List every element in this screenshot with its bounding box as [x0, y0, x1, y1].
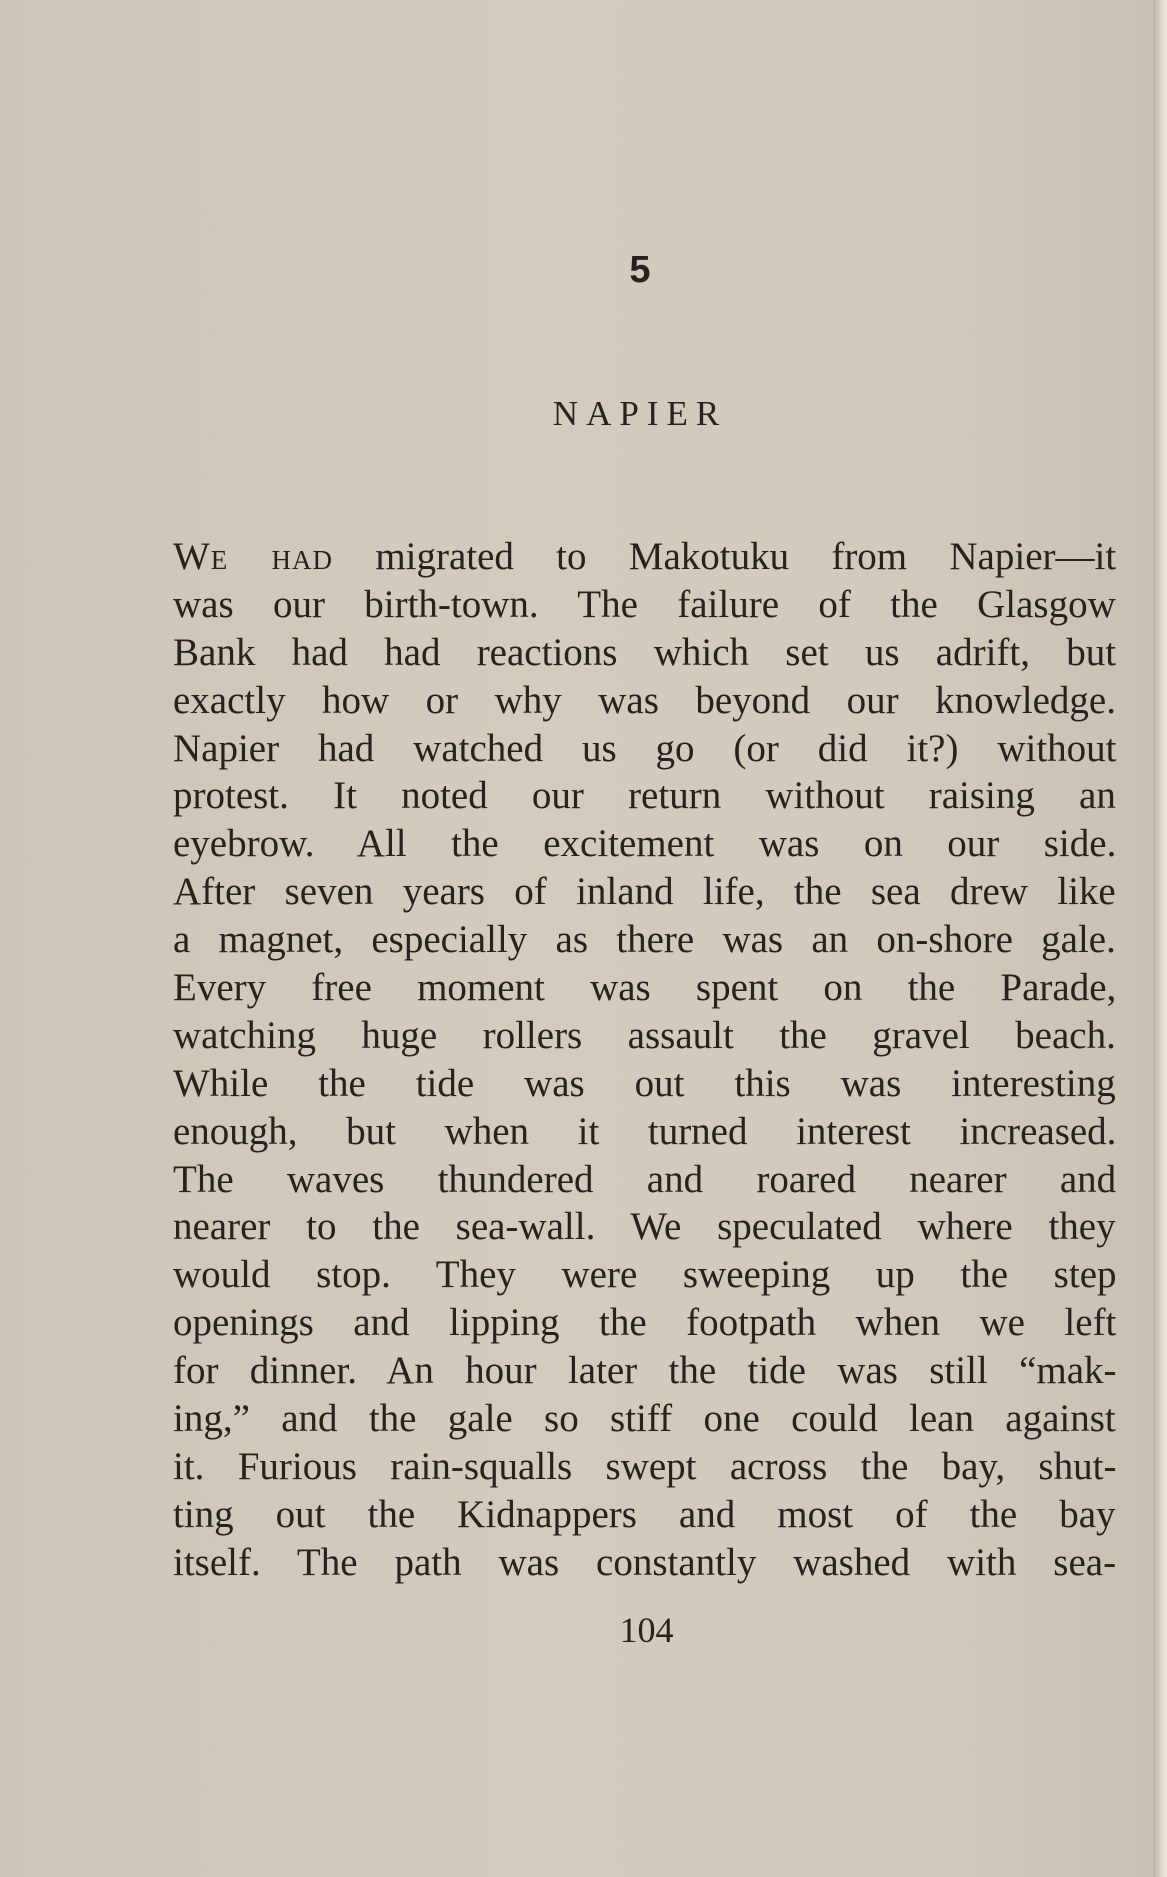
text-line: it. Furious rain-squalls swept across the bay, shut- [173, 1444, 1117, 1488]
chapter-number: 5 [629, 249, 651, 291]
text-line: After seven years of inland life, the sea drew like [173, 870, 1116, 914]
text-line: itself. The path was constantly washed with sea- [173, 1540, 1117, 1584]
text-line: ting out the Kidnappers and most of the bay [173, 1492, 1116, 1536]
text-line: The waves thundered and roared nearer and [173, 1157, 1117, 1201]
text-line [173, 533, 1116, 581]
text-line: Bank had had reactions which set us adrift, but [173, 630, 1117, 674]
text-line: was our birth-town. The failure of the Glasgow [173, 582, 1116, 626]
text-line: a magnet, especially as there was an on-shore gale. [173, 918, 1116, 962]
text-line: While the tide was out this was interesting [173, 1061, 1116, 1105]
text-line: openings and lipping the footpath when we left [173, 1301, 1117, 1345]
text-line: nearer to the sea-wall. We speculated where they [173, 1205, 1116, 1249]
text-line: Every free moment was spent on the Parade, [173, 966, 1117, 1010]
text-line: Napier had watched us go (or did it?) without [173, 726, 1117, 770]
page-number: 104 [619, 1610, 674, 1650]
text-line: protest. It noted our return without raising an [173, 774, 1116, 818]
text-line: watching huge rollers assault the gravel beach. [173, 1013, 1116, 1057]
text-line: enough, but when it turned interest increased. [173, 1109, 1117, 1153]
chapter-title: NAPIER [552, 394, 728, 433]
opening-smallcaps: We had [173, 535, 334, 578]
text-line-content: migrated to Makotuku from Napier—it [333, 535, 1117, 578]
text-line: ing,” and the gale so stiff one could lean against [173, 1397, 1116, 1441]
text-line: exactly how or why was beyond our knowledge. [173, 678, 1116, 722]
body-paragraph [173, 533, 1116, 1587]
text-line: eyebrow. All the excitement was on our side. [173, 822, 1117, 866]
text-line: for dinner. An hour later the tide was still “mak- [173, 1349, 1117, 1393]
text-line: would stop. They were sweeping up the step [173, 1253, 1117, 1297]
